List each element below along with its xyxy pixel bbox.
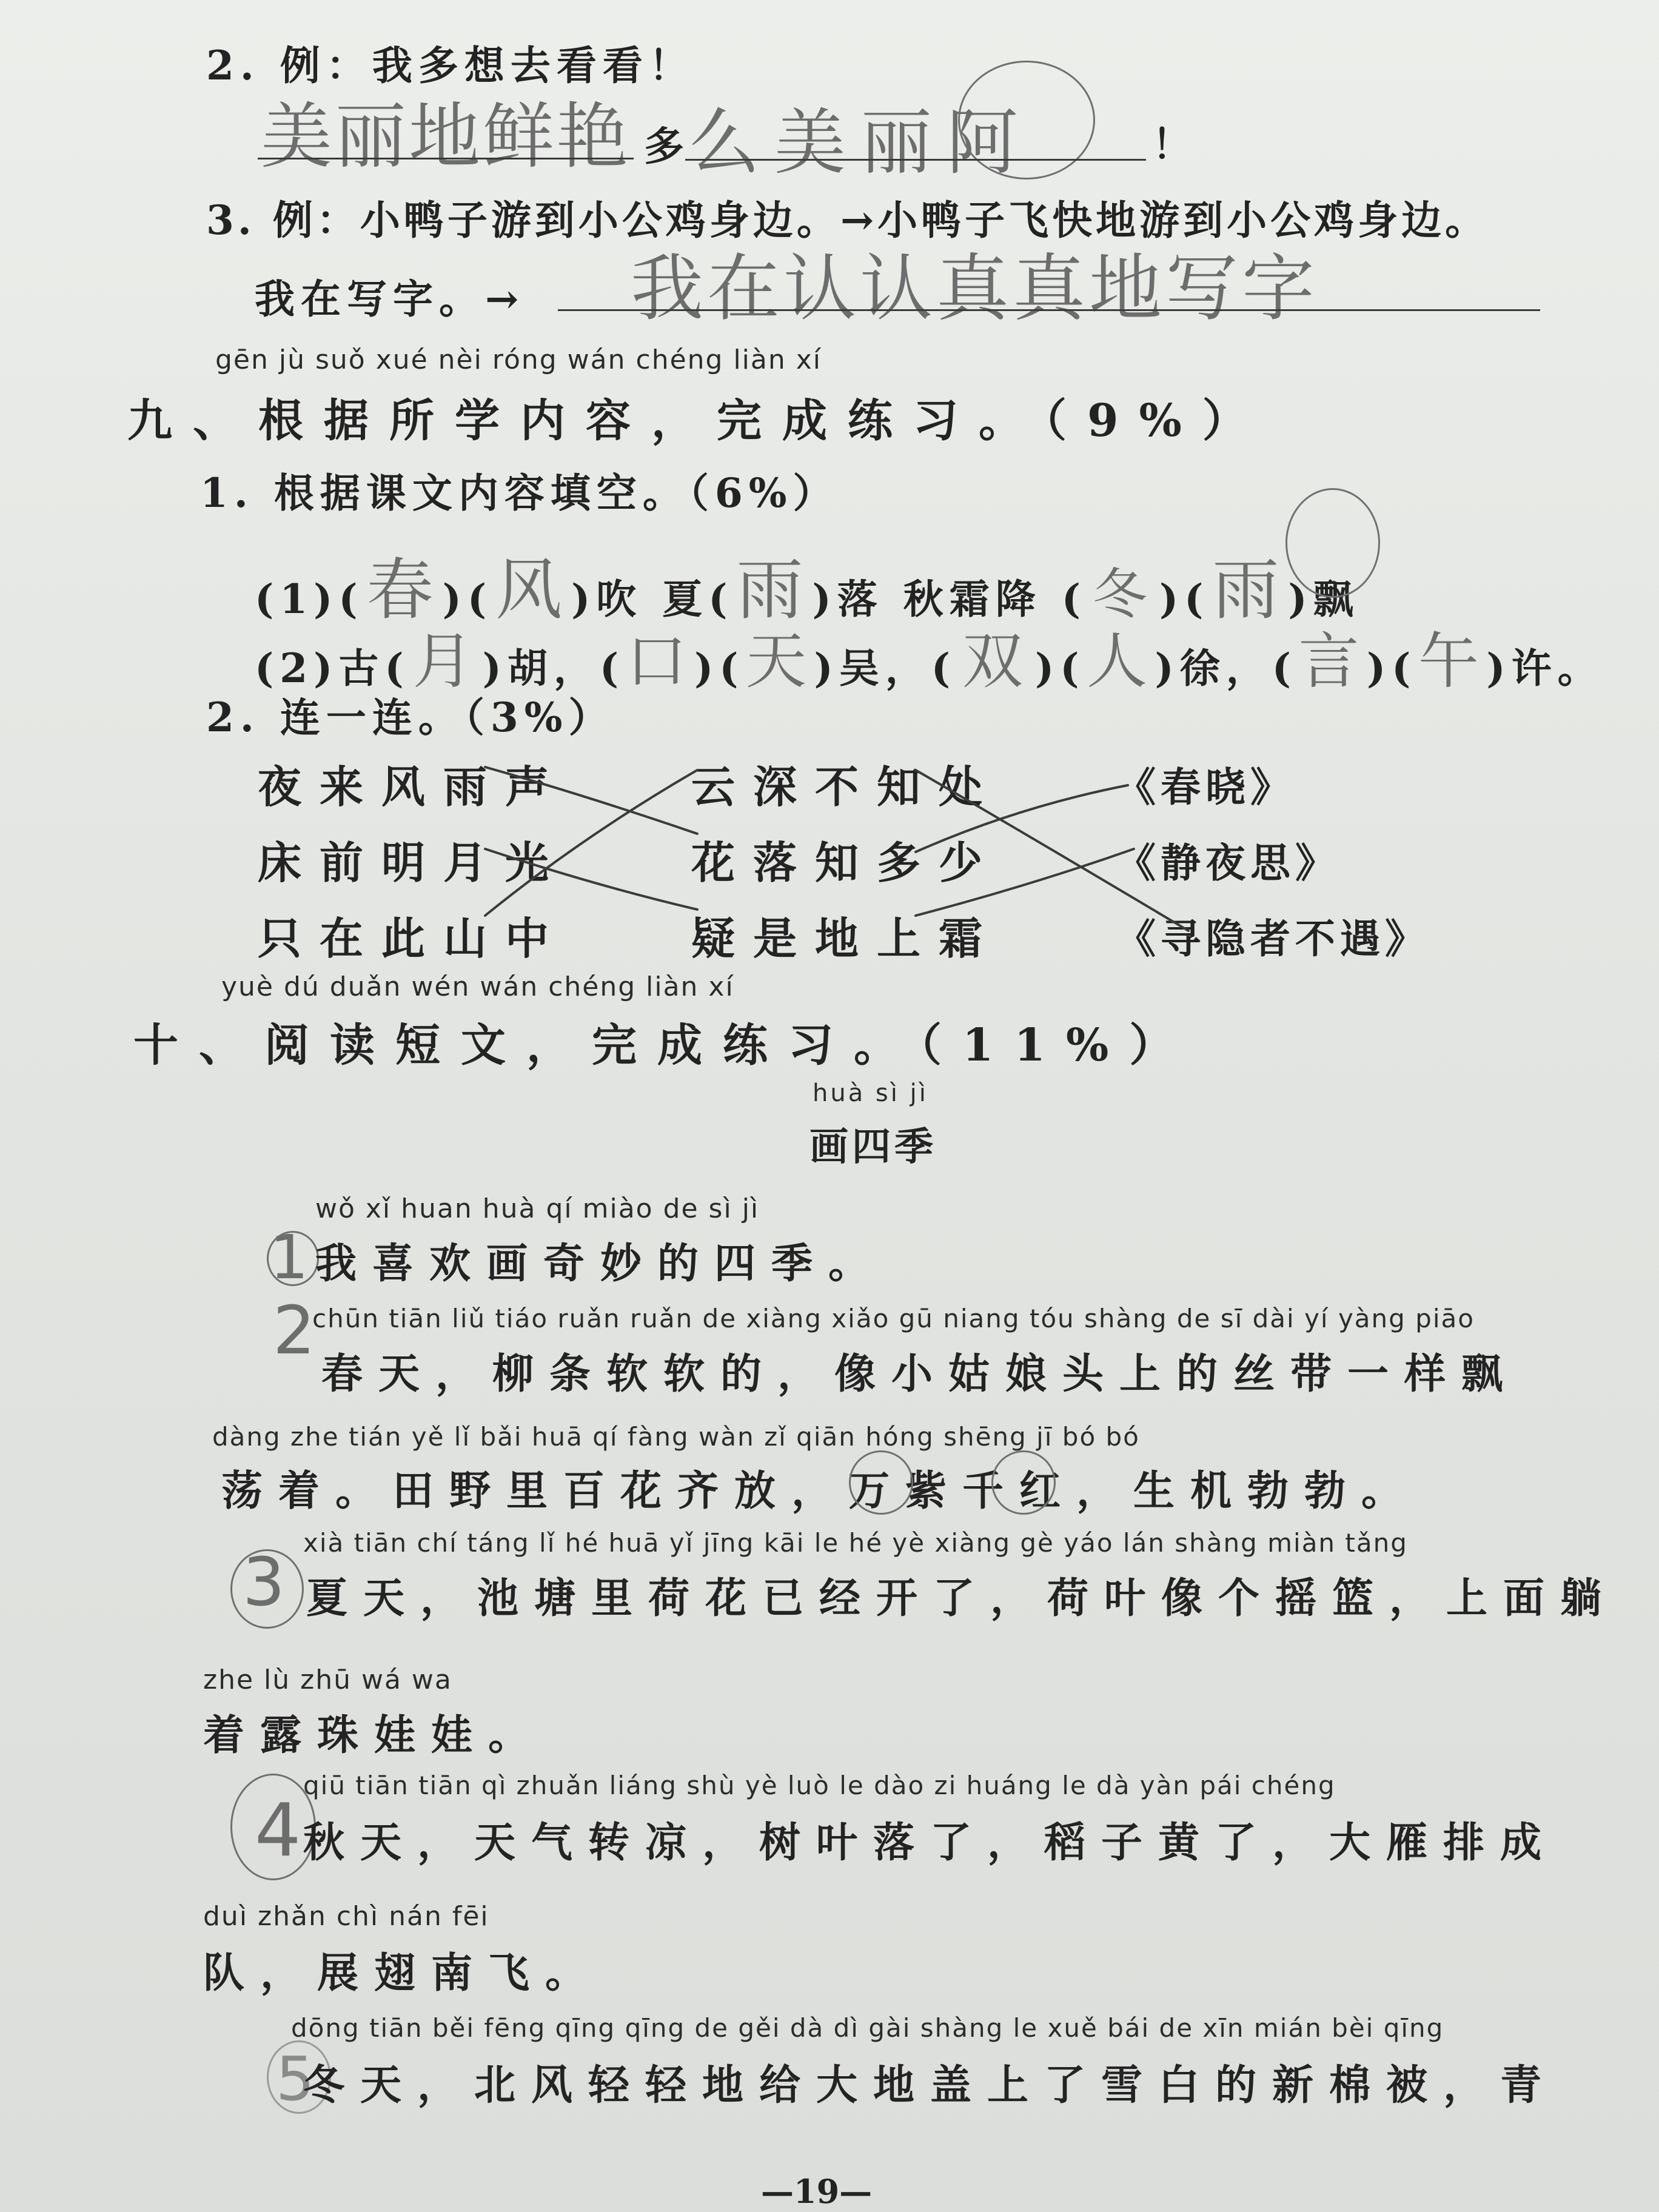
p1-pinyin-1: wǒ xǐ huan huà qí miào de sì jì	[315, 1193, 760, 1224]
circled-word-zi	[849, 1450, 913, 1515]
row1-answer-5: 雨	[1212, 551, 1285, 629]
section9-pinyin: gēn jù suǒ xué nèi róng wán chéng liàn xí	[215, 344, 822, 375]
para-marker-3-circle	[230, 1549, 304, 1629]
para-marker-4: 4	[255, 1789, 301, 1873]
p5-text-1: 冬天，北风轻轻地给大地盖上了雪白的新棉被，青	[303, 2061, 1558, 2110]
row1-answer-3: 雨	[736, 551, 809, 629]
row1-end: )飘	[1288, 575, 1359, 623]
para-marker-1: 1	[270, 1222, 309, 1293]
p3-pinyin-1: xià tiān chí táng lǐ hé huā yǐ jīng kāi le hé yè xiàng gè yáo lán shàng miàn tǎng	[303, 1528, 1408, 1558]
para-marker-1-circle	[267, 1231, 319, 1286]
ex3-answer: 我在认认真真地写字	[631, 247, 1318, 331]
passage-title-pinyin: huà sì jì	[813, 1079, 928, 1107]
para-marker-5: 5	[276, 2043, 315, 2114]
row2-sep-4: )(	[1035, 645, 1085, 692]
section9-q1: 1. 根据课文内容填空。（6%）	[200, 469, 839, 517]
row2-answer-6: 言	[1298, 626, 1366, 697]
row2-answer-5: 人	[1086, 626, 1153, 697]
match-right-1: 《春晓》	[1116, 763, 1295, 811]
match-left-2: 床前明月光	[258, 837, 568, 888]
p1-text-1: 我喜欢画奇妙的四季。	[315, 1239, 886, 1288]
row2-sep-2: )(	[694, 645, 745, 692]
match-right-2: 《静夜思》	[1116, 839, 1340, 886]
line-left2-mid3	[485, 849, 697, 910]
passage-title: 画四季	[809, 1124, 937, 1170]
row2-end: )许。	[1486, 645, 1604, 692]
row1-answer-4: 冬	[1092, 563, 1153, 626]
row2-sep-5: )徐，(	[1155, 645, 1297, 692]
match-left-3: 只在此山中	[258, 913, 568, 964]
ex2-printed-mid: 多	[644, 122, 690, 170]
para-marker-3: 3	[243, 1543, 285, 1621]
match-mid-2: 花落知多少	[691, 837, 1001, 888]
ex2-answer-after: 么美丽阿	[688, 101, 1033, 184]
p2-text-2: 荡着。田野里百花齐放，万紫千红，生机勃勃。	[221, 1467, 1419, 1515]
row2-sep-3: )吴，(	[814, 645, 957, 692]
line-mid1-right3	[916, 770, 1188, 931]
p2-pinyin-1: chūn tiān liǔ tiáo ruǎn ruǎn de xiàng xiǎo gū niang tóu shàng de sī dài yí yàng piāo	[312, 1304, 1475, 1333]
section9-heading: 九、根据所学内容，完成练习。（9%）	[127, 395, 1268, 447]
p4-text-1: 秋天，天气转凉，树叶落了，稻子黄了，大雁排成	[303, 1818, 1558, 1867]
row1-sep-2: )吹 夏(	[571, 575, 734, 623]
section9-q2: 2. 连一连。（3%）	[206, 694, 615, 741]
ex3-stem: 我在写字。→	[255, 275, 525, 323]
row2-answer-4: 双	[962, 626, 1030, 697]
row2-answer-3: 天	[746, 626, 813, 697]
row2-sep-1: )胡，(	[482, 645, 625, 692]
p4-pinyin-1: qiū tiān tiān qì zhuǎn liáng shù yè luò le dào zi huáng le dà yàn pái chéng	[303, 1771, 1336, 1800]
section10-heading: 十、阅读短文，完成练习。（11%）	[133, 1019, 1195, 1071]
match-mid-3: 疑是地上霜	[691, 913, 1001, 964]
para-marker-2: 2	[273, 1292, 315, 1369]
p4-pinyin-2: duì zhǎn chì nán fēi	[203, 1901, 489, 1932]
ex2-prompt: 2. 例：我多想去看看！	[206, 42, 695, 89]
row2-open: (2)古(	[255, 645, 410, 692]
row2-answer-2: 口	[626, 626, 693, 697]
circled-word-hong	[991, 1450, 1056, 1515]
match-mid-1: 云深不知处	[691, 761, 1001, 813]
ex3-prompt: 3. 例：小鸭子游到小公鸡身边。→小鸭子飞快地游到小公鸡身边。	[206, 196, 1489, 244]
row1-sep-1: )(	[442, 575, 493, 623]
ex2-answer-before: 美丽地鲜艳	[261, 95, 631, 178]
match-right-3: 《寻隐者不遇》	[1116, 915, 1430, 962]
line-mid3-right2	[916, 849, 1134, 916]
p3-text-2: 着露珠娃娃。	[203, 1711, 546, 1760]
row1-open: (1)(	[255, 575, 364, 623]
p2-pinyin-2: dàng zhe tián yě lǐ bǎi huā qí fàng wàn zǐ qiān hóng shēng jī bó bó	[212, 1422, 1140, 1452]
match-left-1: 夜来风雨声	[258, 761, 568, 813]
line-mid2-right1	[916, 785, 1128, 852]
row2-sep-6: )(	[1366, 645, 1417, 692]
line-left3-mid1	[485, 770, 697, 916]
row2-answer-1: 月	[412, 626, 480, 697]
p4-text-2: 队，展翅南飞。	[203, 1949, 603, 1997]
p5-pinyin-1: dōng tiān běi fēng qīng qīng de gěi dà dì gài shàng le xuě bái de xīn mián bèi qīng	[291, 2013, 1444, 2043]
p3-pinyin-2: zhe lù zhū wá wa	[203, 1664, 452, 1695]
section10-pinyin: yuè dú duǎn wén wán chéng liàn xí	[221, 971, 734, 1002]
row1-answer-1: 春	[366, 551, 440, 629]
line-left1-mid2	[485, 767, 697, 834]
row1-sep-4: )(	[1159, 575, 1210, 623]
ex2-end-mark: ！	[1152, 121, 1198, 168]
row1-sep-3: )落 秋霜降 (	[812, 575, 1087, 623]
p2-text-1: 春天，柳条软软的，像小姑娘头上的丝带一样飘	[321, 1350, 1519, 1398]
row1-answer-2: 风	[495, 551, 569, 629]
page-number: —19—	[761, 2172, 873, 2211]
row2-answer-7: 午	[1418, 626, 1485, 697]
p3-text-1: 夏天，池塘里荷花已经开了，荷叶像个摇篮，上面躺	[306, 1574, 1618, 1623]
